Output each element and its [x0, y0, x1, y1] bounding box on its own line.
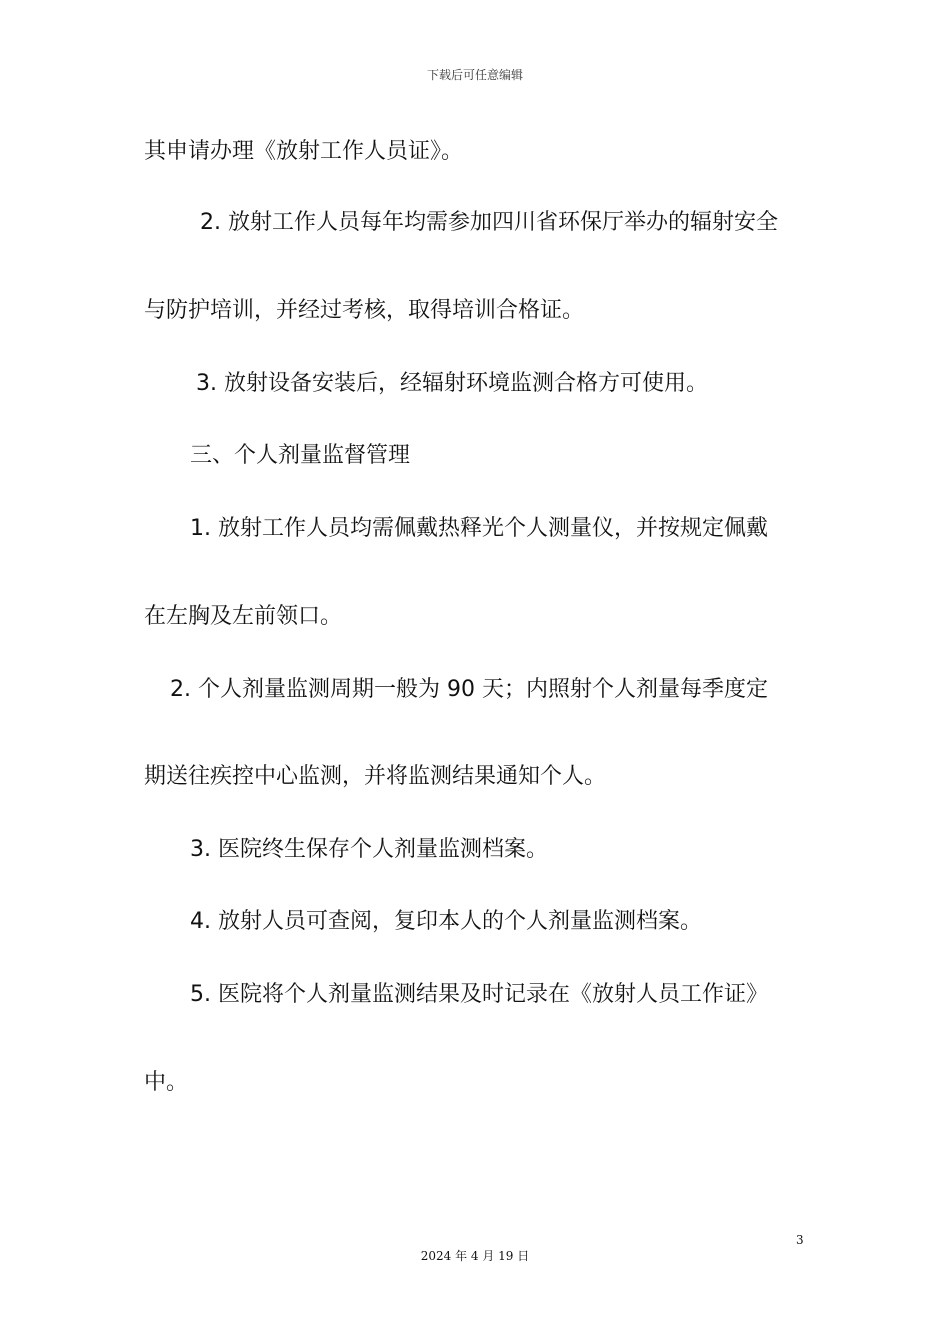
section-heading: 三、个人剂量监督管理 [190, 443, 411, 468]
paragraph-line: 3. 医院终生保存个人剂量监测档案。 [190, 837, 548, 862]
paragraph-line: 在左胸及左前领口。 [144, 604, 343, 629]
paragraph-line: 2. 放射工作人员每年均需参加四川省环保厅举办的辐射安全 [200, 210, 778, 235]
paragraph-line: 1. 放射工作人员均需佩戴热释光个人测量仪，并按规定佩戴 [190, 516, 768, 541]
footer-date: 2024 年 4 月 19 日 [420, 1249, 530, 1263]
page-header: 下载后可任意编辑 [426, 68, 523, 82]
page-number: 3 [796, 1233, 804, 1247]
paragraph-line: 2. 个人剂量监测周期一般为 90 天；内照射个人剂量每季度定 [170, 677, 768, 702]
paragraph-line: 其申请办理《放射工作人员证》。 [144, 139, 464, 164]
paragraph-line: 中。 [144, 1070, 189, 1095]
paragraph-line: 4. 放射人员可查阅，复印本人的个人剂量监测档案。 [190, 909, 702, 934]
paragraph-line: 与防护培训，并经过考核，取得培训合格证。 [144, 298, 585, 323]
paragraph-line: 期送往疾控中心监测，并将监测结果通知个人。 [144, 764, 607, 789]
paragraph-line: 3. 放射设备安装后，经辐射环境监测合格方可使用。 [196, 371, 708, 396]
paragraph-line: 5. 医院将个人剂量监测结果及时记录在《放射人员工作证》 [190, 982, 768, 1007]
